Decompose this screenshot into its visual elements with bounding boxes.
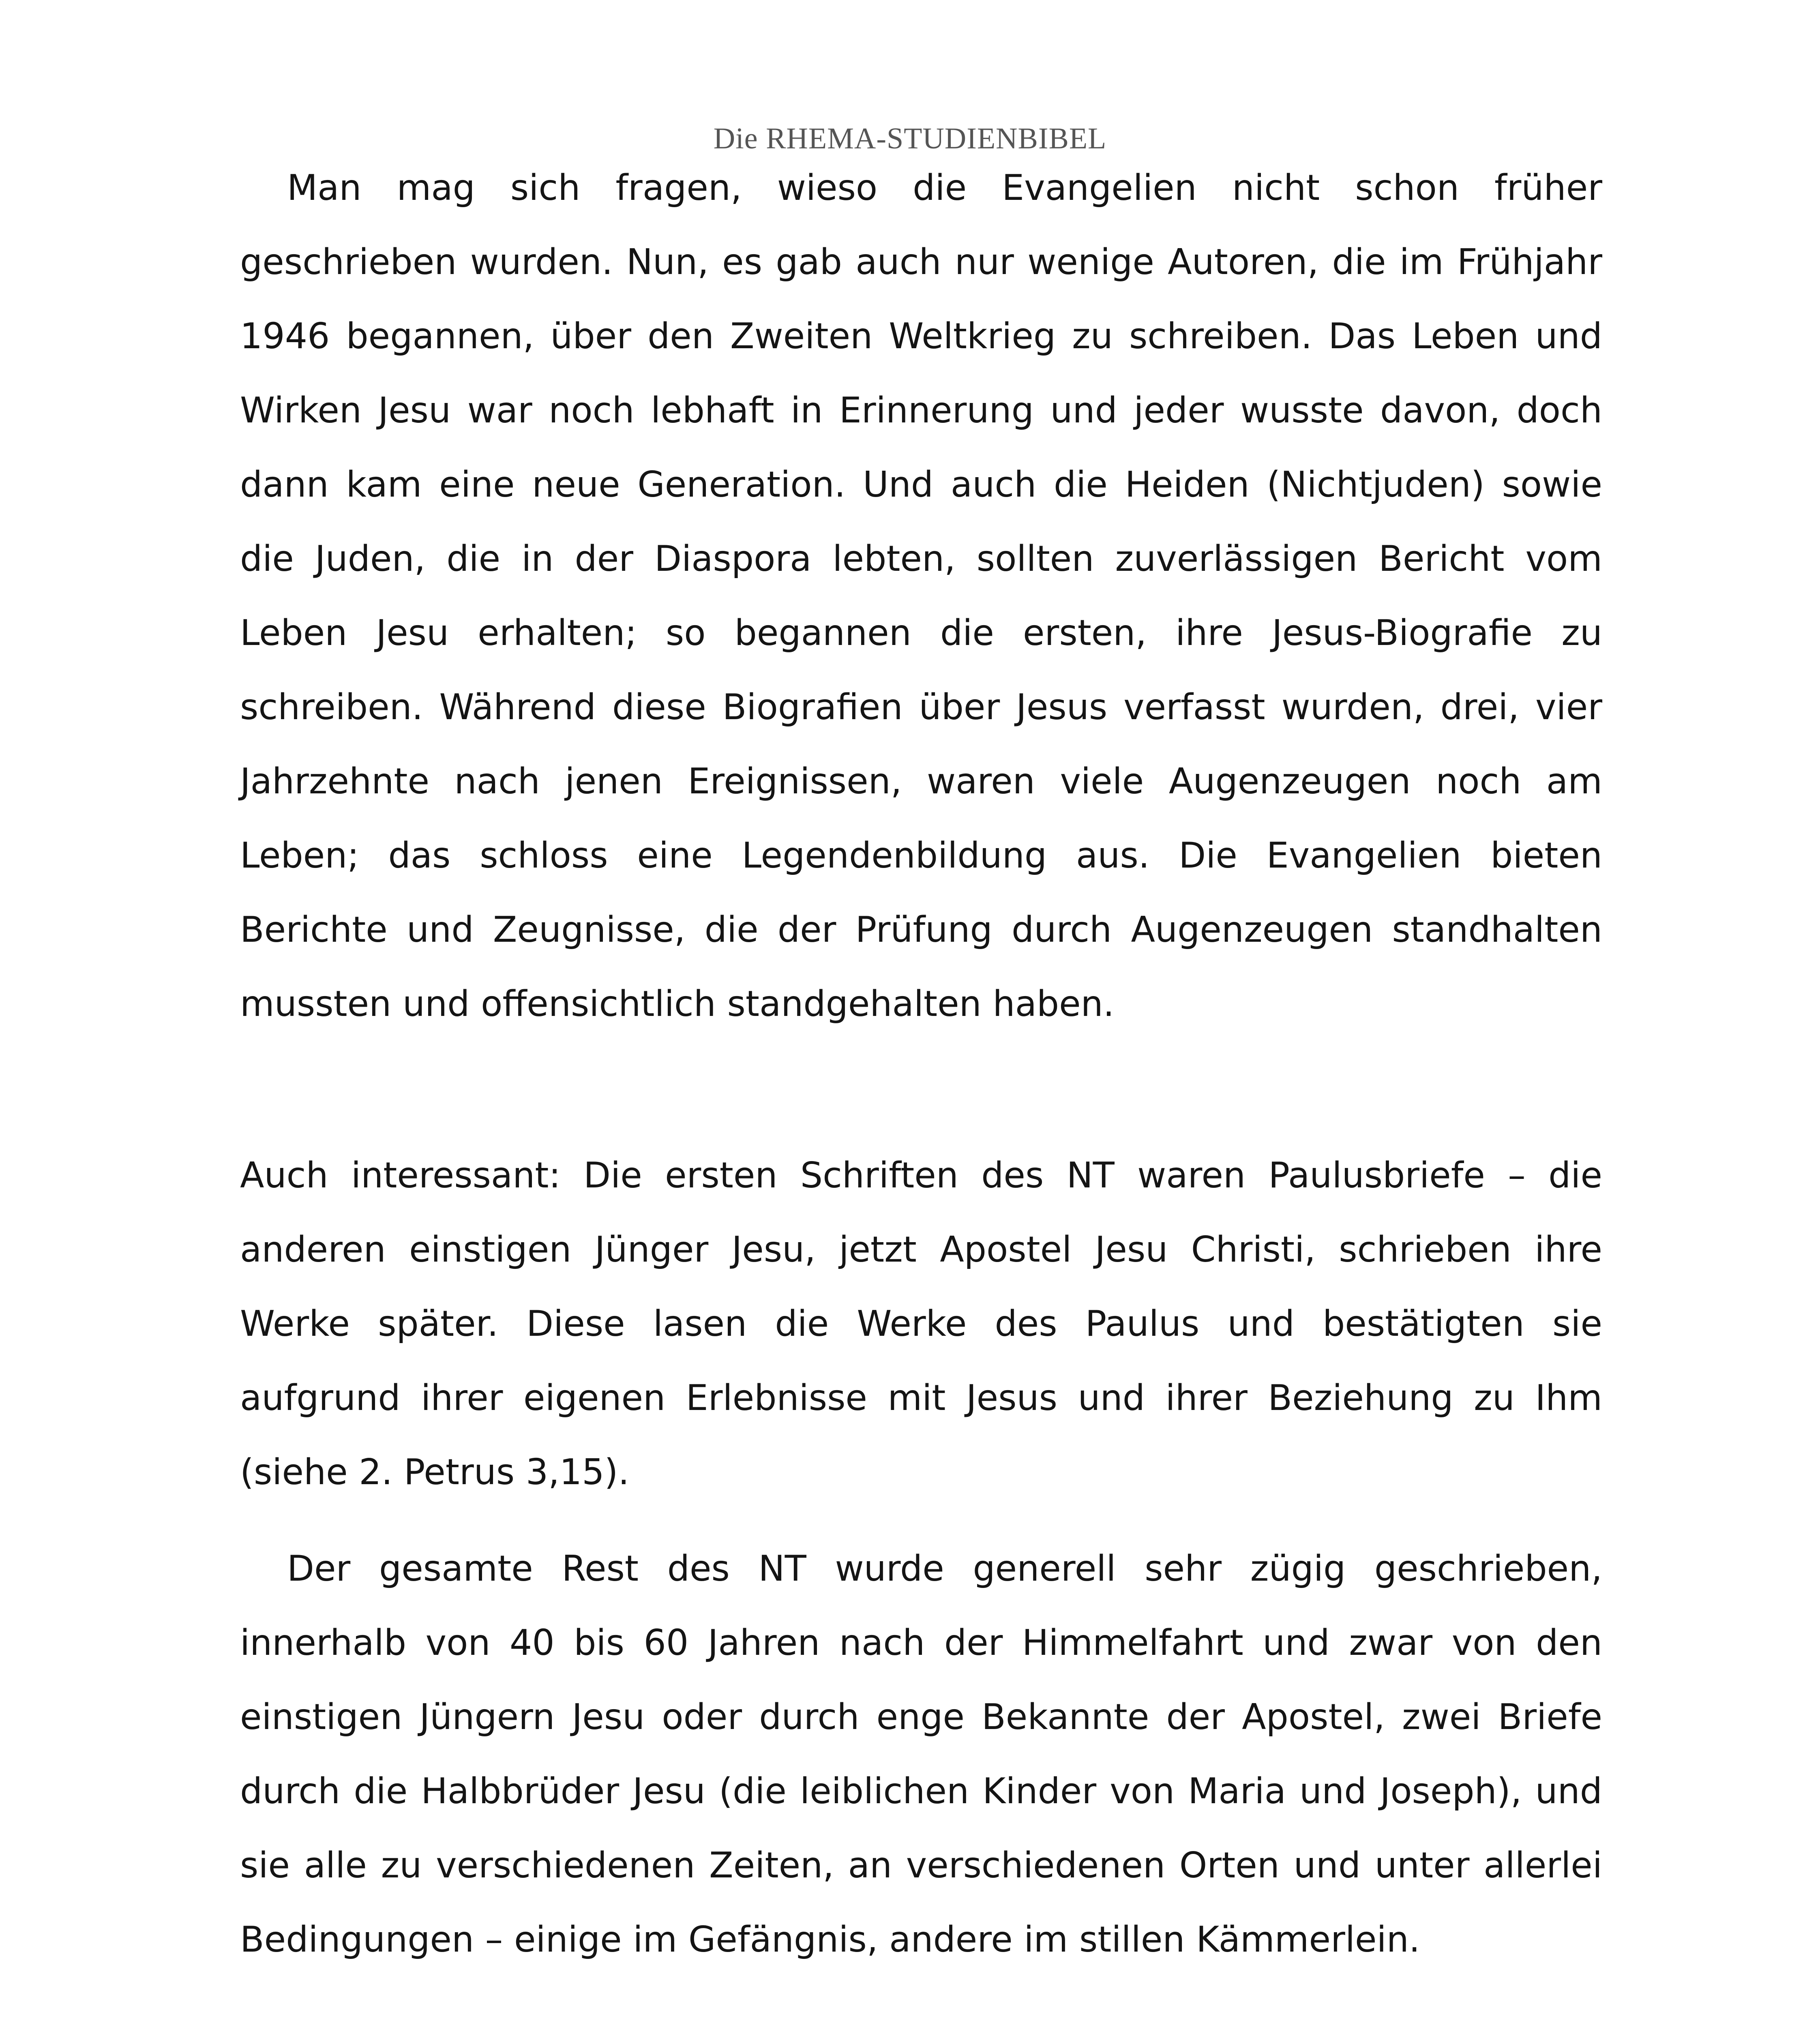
body-paragraph: Auch interessant: Die ersten Schriften des NT waren Paulusbriefe – die anderen einstigen Jünger Jesu, jetzt Apostel Jesu Christi, schrieben ihre Werke später. Diese lasen die Werke des Paulus und bestätigten sie aufgrund ihrer eigenen Erlebnisse mit Jesus und ihrer Beziehung zu Ihm (siehe 2. Petrus 3,15). [240,1155,1602,1493]
page-body [240,151,1602,2027]
running-header: Die RHEMA-STUDIENBIBEL [713,122,1107,155]
body-paragraph: Man mag sich fragen, wieso die Evangelien nicht schon früher geschrieben wurden. Nun, es gab auch nur wenige Autoren, die im Frühjahr 1946 begannen, über den Zweiten Weltkrieg zu schreiben. Das Leben und Wirken Jesu war noch lebhaft in Erinnerung und jeder wusste davon, doch dann kam eine neue Generation. Und auch die Heiden (Nichtjuden) sowie die Juden, die in der Diaspora lebten, sollten zuverlässigen Bericht vom Leben Jesu erhalten; so begannen die ersten, ihre Jesus-Biografie zu schreiben. Während diese Biografien über Jesus verfasst wurden, drei, vier Jahrzehnte nach jenen Ereignissen, waren viele Augenzeugen noch am Leben; das schloss eine Legendenbildung aus. Die Evangelien bieten Berichte und Zeugnisse, die der Prüfung durch Augenzeugen standhalten mussten und offensichtlich standgehalten haben. [240,167,1602,1024]
body-paragraph: Der gesamte Rest des NT wurde generell sehr zügig geschrieben, innerhalb von 40 bis 60 Jahren nach der Himmelfahrt und zwar von den einstigen Jüngern Jesu oder durch enge Bekannte der Apostel, zwei Briefe durch die Halbbrüder Jesu (die leiblichen Kinder von Maria und Joseph), und sie alle zu verschiedenen Zeiten, an verschiedenen Orten und unter allerlei Bedingungen – einige im Gefängnis, andere im stillen Kämmerlein. [240,1548,1602,1960]
